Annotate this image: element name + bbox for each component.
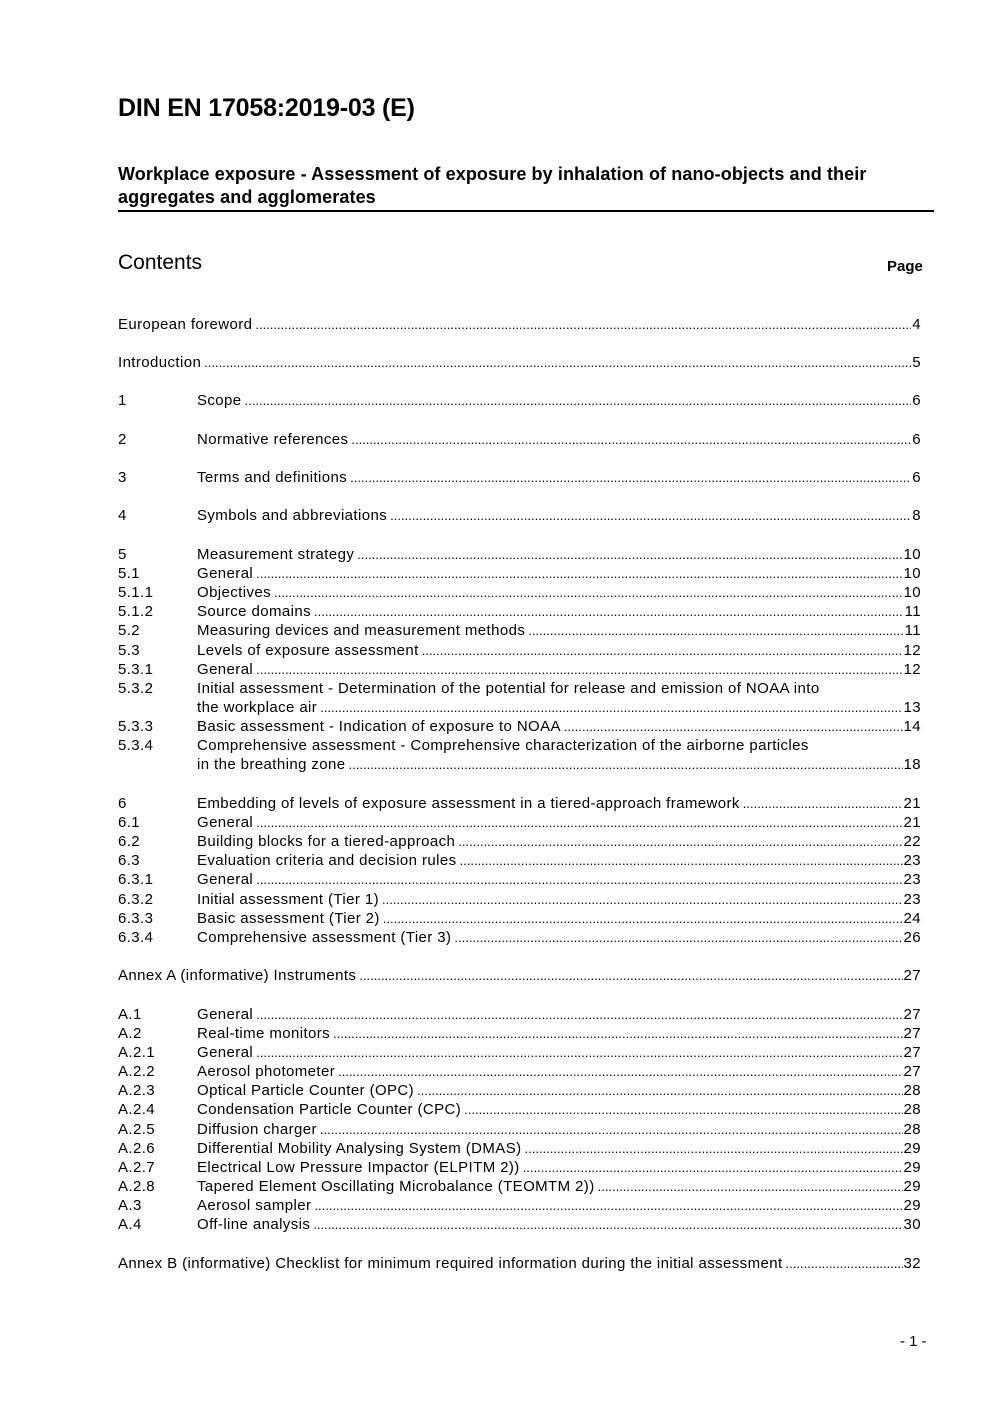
document-title: Workplace exposure - Assessment of exposure by inhalation of nano-objects and their aggregates and agglomerates [118, 164, 867, 207]
toc-entry-title: General [197, 1043, 256, 1062]
toc-entry-title-line: Initial assessment - Determination of the potential for release and emission of NOAA into [197, 680, 820, 697]
toc-entry-body [197, 430, 921, 449]
page-number: - 1 - [900, 1333, 927, 1350]
toc-entry-number: 2 [118, 431, 127, 448]
toc-dot-leader [359, 966, 902, 985]
toc-entry-title: Real-time monitors [197, 1024, 333, 1043]
toc-entry-number: 5 [118, 546, 127, 563]
toc-entry-body [118, 315, 921, 334]
toc-entry-number: A.3 [118, 1197, 142, 1214]
toc-entry-body [197, 909, 921, 928]
toc-entry-page: 6 [912, 469, 921, 486]
toc-entry-title: Symbols and abbreviations [197, 506, 390, 525]
toc-entry[interactable] [118, 315, 921, 334]
toc-entry-body [197, 1005, 921, 1024]
toc-dot-leader [390, 506, 911, 525]
toc-entry-page: 12 [903, 642, 921, 659]
toc-entry-body [197, 506, 921, 525]
toc-entry-page: 30 [903, 1216, 921, 1233]
toc-entry[interactable] [118, 717, 921, 736]
toc-entry-number: A.2 [118, 1025, 142, 1042]
toc-dot-leader [204, 353, 911, 372]
toc-entry-page: 18 [903, 756, 921, 773]
toc-entry-body [197, 851, 921, 870]
toc-entry-page: 11 [904, 622, 921, 639]
toc-entry[interactable] [118, 736, 921, 755]
toc-entry[interactable] [118, 1254, 921, 1273]
toc-dot-leader [256, 813, 902, 832]
toc-entry-page: 10 [903, 584, 921, 601]
toc-entry-title: Tapered Element Oscillating Microbalance (TEOMTM 2)) [197, 1177, 598, 1196]
toc-entry-body [197, 621, 921, 640]
toc-entry-title: Basic assessment - Indication of exposure to NOAA [197, 717, 564, 736]
toc-entry-number: 5.3.4 [118, 737, 154, 754]
toc-entry-number: 5.2 [118, 622, 141, 639]
toc-entry-page: 27 [903, 967, 921, 984]
toc-entry-number: A.2.8 [118, 1178, 156, 1195]
toc-entry-body [197, 1043, 921, 1062]
toc-entry[interactable] [118, 1100, 921, 1119]
toc-entry[interactable] [118, 1139, 921, 1158]
toc-entry-page: 23 [903, 852, 921, 869]
toc-entry-title: Aerosol photometer [197, 1062, 338, 1081]
toc-dot-leader [786, 1254, 903, 1273]
toc-entry-page: 6 [912, 431, 921, 448]
toc-entry-body [197, 1062, 921, 1081]
toc-entry-body [118, 353, 921, 372]
toc-entry-title: Introduction [118, 353, 204, 372]
toc-entry-body [197, 1120, 921, 1139]
toc-entry-title: Levels of exposure assessment [197, 641, 422, 660]
toc-dot-leader [256, 1043, 902, 1062]
toc-entry[interactable] [118, 1158, 921, 1177]
toc-dot-leader [460, 851, 903, 870]
toc-entry[interactable] [118, 1043, 921, 1062]
toc-entry-number: A.2.5 [118, 1121, 156, 1138]
toc-dot-leader [743, 794, 903, 813]
toc-entry-number: 6.3 [118, 852, 141, 869]
toc-entry-body [197, 583, 921, 602]
toc-entry-title: Condensation Particle Counter (CPC) [197, 1100, 464, 1119]
toc-entry-body [197, 1177, 921, 1196]
toc-entry-page: 5 [912, 354, 921, 371]
toc-entry-number: 5.3.1 [118, 661, 154, 678]
toc-entry-number: 3 [118, 469, 127, 486]
toc-entry-body [197, 813, 921, 832]
toc-entry[interactable] [118, 909, 921, 928]
toc-entry-title: Objectives [197, 583, 274, 602]
toc-entry-title: Basic assessment (Tier 2) [197, 909, 383, 928]
toc-dot-leader [320, 698, 902, 717]
toc-entry-page: 28 [903, 1082, 921, 1099]
toc-entry[interactable] [118, 1062, 921, 1081]
toc-entry-body [197, 832, 921, 851]
toc-dot-leader [528, 621, 903, 640]
toc-entry-title: European foreword [118, 315, 255, 334]
toc-entry-number: 5.3 [118, 642, 141, 659]
toc-entry-body [197, 890, 921, 909]
toc-dot-leader [313, 1215, 902, 1234]
toc-entry[interactable] [118, 928, 921, 947]
toc-entry-title: Electrical Low Pressure Impactor (ELPITM 2)) [197, 1158, 523, 1177]
toc-dot-leader [382, 890, 903, 909]
toc-entry-number: 6.3.2 [118, 891, 154, 908]
toc-dot-leader [458, 832, 902, 851]
toc-entry-body [197, 1215, 921, 1234]
toc-dot-leader [338, 1062, 902, 1081]
toc-entry-continuation[interactable] [118, 755, 921, 774]
toc-entry-title: General [197, 870, 256, 889]
toc-dot-leader [454, 928, 902, 947]
toc-dot-leader [422, 641, 903, 660]
title-divider [118, 210, 934, 212]
toc-entry-body [197, 1100, 921, 1119]
toc-entry-title: Annex A (informative) Instruments [118, 966, 359, 985]
toc-entry[interactable] [118, 506, 921, 525]
toc-entry-page: 27 [903, 1044, 921, 1061]
toc-entry[interactable] [118, 1120, 921, 1139]
toc-entry-number: 4 [118, 507, 127, 524]
toc-entry[interactable] [118, 966, 921, 985]
toc-entry-number: A.2.4 [118, 1101, 156, 1118]
toc-entry-page: 28 [903, 1121, 921, 1138]
toc-entry-page: 28 [903, 1101, 921, 1118]
toc-entry[interactable] [118, 679, 921, 698]
toc-entry-title: Measurement strategy [197, 545, 357, 564]
toc-entry-number: A.2.2 [118, 1063, 156, 1080]
toc-entry[interactable] [118, 564, 921, 583]
toc-entry-number: 5.1.1 [118, 584, 154, 601]
toc-entry[interactable] [118, 832, 921, 851]
toc-entry-body [197, 641, 921, 660]
toc-entry-page: 6 [912, 392, 921, 409]
toc-dot-leader [314, 602, 904, 621]
toc-entry-page: 27 [903, 1025, 921, 1042]
toc-entry-title: General [197, 813, 256, 832]
toc-entry-title: Building blocks for a tiered-approach [197, 832, 458, 851]
toc-entry-page: 10 [903, 565, 921, 582]
toc-entry-body [197, 602, 921, 621]
toc-entry-number: 5.3.3 [118, 718, 154, 735]
toc-entry-number: A.2.1 [118, 1044, 156, 1061]
toc-entry-body [197, 755, 921, 774]
toc-entry-number: 5.1 [118, 565, 141, 582]
toc-entry-page: 21 [903, 795, 921, 812]
toc-entry-body [197, 545, 921, 564]
toc-dot-leader [314, 1196, 902, 1215]
toc-entry-page: 24 [903, 910, 921, 927]
toc-entry-page: 10 [903, 546, 921, 563]
toc-dot-leader [351, 430, 911, 449]
toc-entry[interactable] [118, 1005, 921, 1024]
toc-entry-number: 6.3.1 [118, 871, 154, 888]
toc-entry-page: 22 [903, 833, 921, 850]
toc-entry-page: 29 [903, 1140, 921, 1157]
toc-entry-page: 23 [903, 891, 921, 908]
toc-dot-leader [525, 1139, 903, 1158]
toc-entry-title: Comprehensive assessment (Tier 3) [197, 928, 454, 947]
toc-entry[interactable] [118, 1177, 921, 1196]
toc-entry-title: Evaluation criteria and decision rules [197, 851, 460, 870]
toc-entry-title: Normative references [197, 430, 351, 449]
toc-entry[interactable] [118, 660, 921, 679]
toc-entry-page: 12 [903, 661, 921, 678]
toc-entry[interactable] [118, 1196, 921, 1215]
toc-entry-body [197, 660, 921, 679]
toc-entry-title: General [197, 564, 256, 583]
toc-entry-title: Off-line analysis [197, 1215, 313, 1234]
toc-entry-body [197, 698, 921, 717]
toc-entry-title: General [197, 660, 256, 679]
toc-entry-page: 21 [903, 814, 921, 831]
toc-entry-body [197, 717, 921, 736]
toc-entry-page: 26 [903, 929, 921, 946]
toc-entry[interactable] [118, 813, 921, 832]
toc-entry-body [197, 1081, 921, 1100]
toc-entry-number: 6.1 [118, 814, 141, 831]
toc-dot-leader [256, 870, 902, 889]
toc-entry-body [197, 468, 921, 487]
toc-entry-title: Optical Particle Counter (OPC) [197, 1081, 417, 1100]
toc-entry-body [118, 1254, 921, 1273]
toc-entry-page: 4 [912, 316, 921, 333]
toc-entry-title: Annex B (informative) Checklist for minimum required information during the initial assessment [118, 1254, 786, 1273]
toc-entry-number: 1 [118, 392, 127, 409]
toc-entry-page: 27 [903, 1006, 921, 1023]
toc-entry-body [197, 1139, 921, 1158]
toc-entry-body [197, 1158, 921, 1177]
toc-entry-page: 14 [903, 718, 921, 735]
toc-entry-body [197, 564, 921, 583]
toc-entry[interactable] [118, 602, 921, 621]
toc-entry-body [197, 1196, 921, 1215]
toc-entry[interactable] [118, 870, 921, 889]
toc-entry-page: 23 [903, 871, 921, 888]
toc-dot-leader [256, 1005, 902, 1024]
toc-entry-page: 29 [903, 1159, 921, 1176]
toc-dot-leader [350, 468, 911, 487]
toc-entry-number: A.1 [118, 1006, 142, 1023]
toc-entry[interactable] [118, 1081, 921, 1100]
toc-dot-leader [349, 755, 903, 774]
toc-entry-body [197, 928, 921, 947]
toc-entry[interactable] [118, 794, 921, 813]
toc-entry-title: Diffusion charger [197, 1120, 320, 1139]
toc-dot-leader [464, 1100, 902, 1119]
toc-entry-body [197, 391, 921, 410]
toc-dot-leader [357, 545, 902, 564]
toc-entry-title: Embedding of levels of exposure assessment in a tiered-approach framework [197, 794, 743, 813]
toc-entry-page: 29 [903, 1197, 921, 1214]
toc-entry[interactable] [118, 468, 921, 487]
document-id: DIN EN 17058:2019-03 (E) [118, 94, 415, 122]
toc-entry-page: 13 [903, 699, 921, 716]
toc-entry-number: 5.3.2 [118, 680, 154, 697]
toc-entry-title: Scope [197, 391, 245, 410]
toc-dot-leader [245, 391, 912, 410]
contents-heading: Contents [118, 251, 203, 274]
toc-entry-page: 29 [903, 1178, 921, 1195]
toc-dot-leader [256, 660, 902, 679]
toc-entry-title: in the breathing zone [197, 755, 349, 774]
toc-entry-number: A.4 [118, 1216, 142, 1233]
toc-entry-number: A.2.3 [118, 1082, 156, 1099]
toc-entry-number: A.2.6 [118, 1140, 156, 1157]
toc-entry-title: Differential Mobility Analysing System (DMAS) [197, 1139, 525, 1158]
toc-entry[interactable] [118, 353, 921, 372]
toc-entry-page: 32 [903, 1255, 921, 1272]
toc-entry-body [197, 870, 921, 889]
toc-dot-leader [255, 315, 911, 334]
toc-dot-leader [598, 1177, 903, 1196]
toc-entry[interactable] [118, 851, 921, 870]
toc-entry-title: Aerosol sampler [197, 1196, 314, 1215]
toc-entry-title: Source domains [197, 602, 314, 621]
toc-entry-body [118, 966, 921, 985]
toc-entry-number: A.2.7 [118, 1159, 156, 1176]
toc-entry[interactable] [118, 391, 921, 410]
toc-entry-title: Measuring devices and measurement methods [197, 621, 528, 640]
toc-dot-leader [274, 583, 902, 602]
toc-entry-title: the workplace air [197, 698, 320, 717]
toc-entry[interactable] [118, 1024, 921, 1043]
toc-entry-title: General [197, 1005, 256, 1024]
toc-entry-body [197, 794, 921, 813]
toc-entry-number: 6.3.4 [118, 929, 154, 946]
toc-entry-number: 6 [118, 795, 127, 812]
toc-dot-leader [256, 564, 902, 583]
toc-entry[interactable] [118, 621, 921, 640]
toc-dot-leader [523, 1158, 903, 1177]
toc-dot-leader [383, 909, 903, 928]
toc-dot-leader [564, 717, 903, 736]
toc-entry[interactable] [118, 1215, 921, 1234]
toc-entry-title: Initial assessment (Tier 1) [197, 890, 382, 909]
toc-entry[interactable] [118, 545, 921, 564]
toc-entry[interactable] [118, 641, 921, 660]
toc-entry-title-line: Comprehensive assessment - Comprehensive characterization of the airborne particles [197, 737, 809, 754]
toc-dot-leader [333, 1024, 902, 1043]
toc-entry-title: Terms and definitions [197, 468, 350, 487]
toc-entry-page: 8 [912, 507, 921, 524]
toc-dot-leader [320, 1120, 903, 1139]
toc-entry[interactable] [118, 430, 921, 449]
toc-entry-page: 11 [904, 603, 921, 620]
toc-entry-number: 6.3.3 [118, 910, 154, 927]
toc-dot-leader [417, 1081, 902, 1100]
page-column-heading: Page [887, 258, 923, 275]
toc-entry-body [197, 1024, 921, 1043]
toc-entry[interactable] [118, 583, 921, 602]
toc-entry-number: 5.1.2 [118, 603, 154, 620]
toc-entry-continuation[interactable] [118, 698, 921, 717]
toc-entry-number: 6.2 [118, 833, 141, 850]
toc-entry-page: 27 [903, 1063, 921, 1080]
toc-entry[interactable] [118, 890, 921, 909]
